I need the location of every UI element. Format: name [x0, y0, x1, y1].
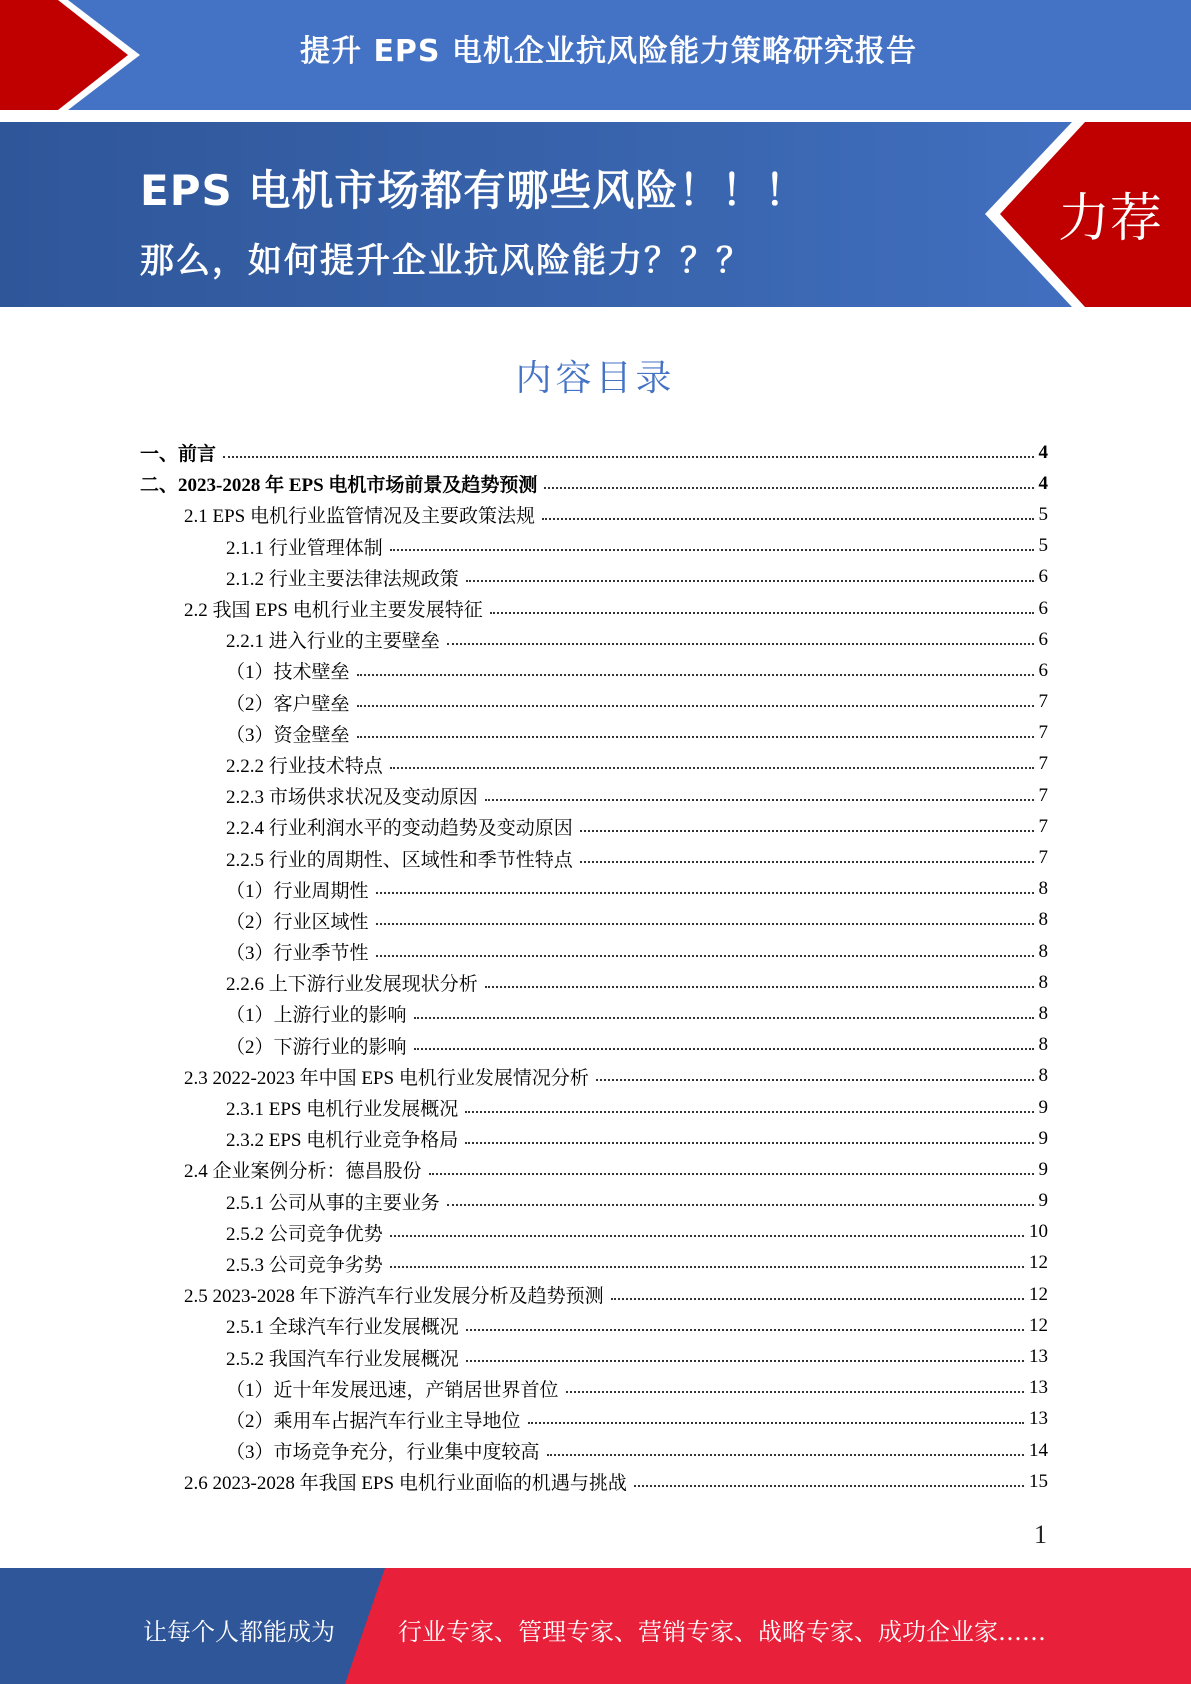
toc-entry[interactable]: 2.1 EPS 电机行业监管情况及主要政策法规 5 [140, 499, 1048, 530]
toc-entry[interactable]: 2.5.1 全球汽车行业发展概况 12 [140, 1310, 1048, 1341]
toc-entry[interactable]: 2.2.5 行业的周期性、区域性和季节性特点 7 [140, 842, 1048, 873]
banner-headline: EPS 电机市场都有哪些风险！！！ [140, 166, 808, 215]
toc-entry[interactable]: （3）行业季节性 8 [140, 936, 1048, 967]
toc-entry[interactable]: 2.2.1 进入行业的主要壁垒 6 [140, 624, 1048, 655]
toc-entry[interactable]: （1）上游行业的影响 8 [140, 998, 1048, 1029]
toc-entry[interactable]: 二、2023-2028 年 EPS 电机市场前景及趋势预测 4 [140, 468, 1048, 499]
toc-entry[interactable]: （1）行业周期性 8 [140, 874, 1048, 905]
footer-slogan-right: 行业专家、管理专家、营销专家、战略专家、成功企业家…… [398, 1618, 1046, 1646]
toc-entry[interactable]: （2）行业区域性 8 [140, 905, 1048, 936]
banner-subheadline: 那么，如何提升企业抗风险能力？？？ [140, 241, 752, 281]
toc-entry[interactable]: 2.2.2 行业技术特点 7 [140, 749, 1048, 780]
footer-slogan-left: 让每个人都能成为 [143, 1618, 335, 1646]
toc-entry[interactable]: 2.5.3 公司竞争劣势 12 [140, 1248, 1048, 1279]
toc-entry[interactable]: （3）资金壁垒 7 [140, 718, 1048, 749]
toc-entry[interactable]: 2.5.2 公司竞争优势 10 [140, 1217, 1048, 1248]
toc-entry[interactable]: 2.3 2022-2023 年中国 EPS 电机行业发展情况分析 8 [140, 1061, 1048, 1092]
toc-entry[interactable]: 2.4 企业案例分析：德昌股份 9 [140, 1154, 1048, 1185]
toc-entry[interactable]: 一、前言 4 [140, 437, 1048, 468]
recommend-badge: 力荐 [1058, 189, 1163, 249]
toc-list [140, 437, 1048, 1497]
toc-entry[interactable]: （3）市场竞争充分，行业集中度较高 14 [140, 1435, 1048, 1466]
toc-entry[interactable]: 2.5.1 公司从事的主要业务 9 [140, 1186, 1048, 1217]
toc-entry[interactable]: 2.5.2 我国汽车行业发展概况 13 [140, 1341, 1048, 1372]
toc-title: 内容目录 [515, 358, 676, 399]
toc-entry[interactable]: （2）下游行业的影响 8 [140, 1030, 1048, 1061]
toc-entry[interactable]: 2.3.2 EPS 电机行业竞争格局 9 [140, 1123, 1048, 1154]
toc-entry[interactable]: 2.2 我国 EPS 电机行业主要发展特征 6 [140, 593, 1048, 624]
toc-entry[interactable]: 2.3.1 EPS 电机行业发展概况 9 [140, 1092, 1048, 1123]
toc-entry[interactable]: 2.6 2023-2028 年我国 EPS 电机行业面临的机遇与挑战 15 [140, 1466, 1048, 1497]
toc-entry[interactable]: （2）客户壁垒 7 [140, 687, 1048, 718]
toc-entry[interactable]: 2.1.1 行业管理体制 5 [140, 531, 1048, 562]
toc-entry[interactable]: 2.2.6 上下游行业发展现状分析 8 [140, 967, 1048, 998]
top-chevron-decoration [0, 0, 150, 110]
toc-entry[interactable]: 2.5 2023-2028 年下游汽车行业发展分析及趋势预测 12 [140, 1279, 1048, 1310]
toc-entry[interactable]: （1）技术壁垒 6 [140, 655, 1048, 686]
toc-entry[interactable]: （1）近十年发展迅速，产销居世界首位 13 [140, 1373, 1048, 1404]
toc-entry[interactable]: 2.1.2 行业主要法律法规政策 6 [140, 562, 1048, 593]
toc-entry[interactable]: 2.2.4 行业利润水平的变动趋势及变动原因 7 [140, 811, 1048, 842]
toc-entry[interactable]: 2.2.3 市场供求状况及变动原因 7 [140, 780, 1048, 811]
page-number: 1 [1034, 1520, 1047, 1549]
report-title: 提升 EPS 电机企业抗风险能力策略研究报告 [300, 34, 917, 69]
toc-entry[interactable]: （2）乘用车占据汽车行业主导地位 13 [140, 1404, 1048, 1435]
